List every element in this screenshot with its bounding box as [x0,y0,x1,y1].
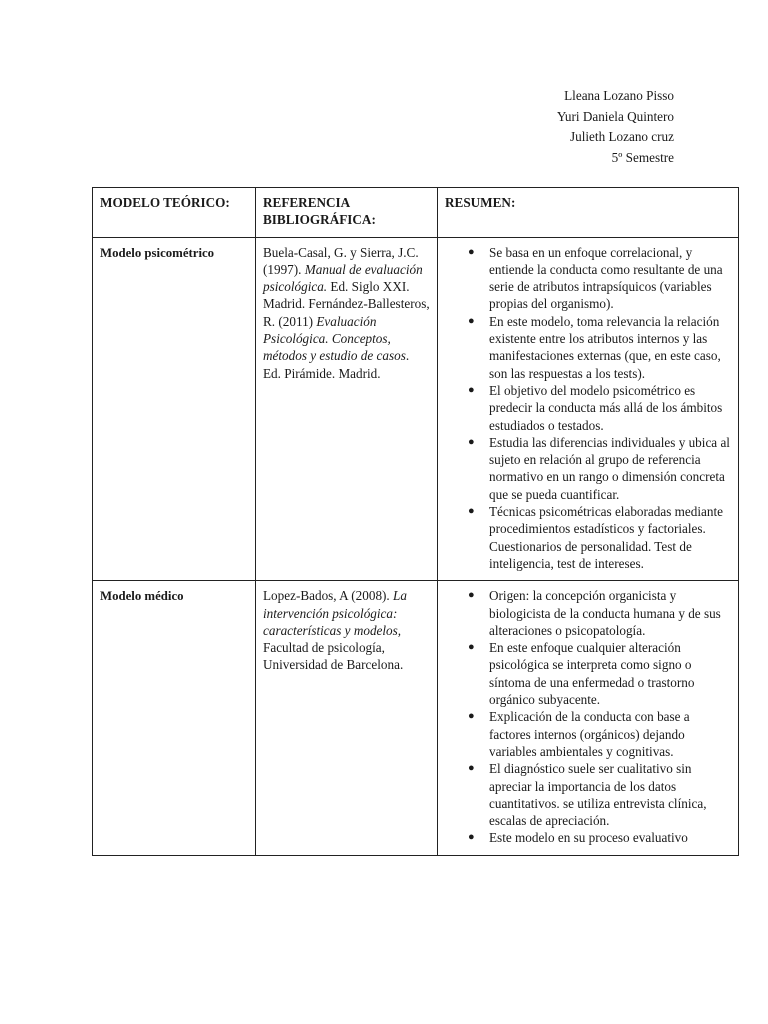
reference-title: Manual de evaluación psicológica. [263,261,423,295]
summary-text: Estudia las diferencias individuales y ubica al sujeto en relación al grupo de referencia normativo en un rango o dimensión concreta que se pueda cuantificar. [489,434,730,502]
header-modelo: MODELO TEÓRICO: [93,188,256,238]
author-name: Yuri Daniela Quintero [556,108,674,124]
bullet-icon: ● [468,710,475,723]
summary-text: En este modelo, toma relevancia la relación existente entre los atributos internos y las manifestaciones externas (que, en este caso, son las respuestas a los tests). [489,313,721,381]
header-resumen: RESUMEN: [438,188,739,238]
summary-list [445,587,731,846]
author-name: Lleana Lozano Pisso [564,88,674,103]
list-item [445,639,731,708]
bullet-icon: ● [468,314,475,327]
reference-cell [256,237,438,581]
bullet-icon: ● [468,245,475,258]
list-item [445,587,731,639]
list-item [445,313,731,382]
table-header-row [93,188,739,238]
reference-text: Ed. Siglo XXI. Madrid. Fernández-Ballesteros, R. (2011) [263,279,430,329]
list-item [445,382,731,434]
list-item [445,244,731,313]
model-name-cell [93,237,256,581]
summary-cell [438,581,739,855]
summary-text: Se basa en un enfoque correlacional, y entiende la conducta como resultante de una serie de atributos intrapsíquicos (variables propias del organismo). [489,244,723,312]
author-block [557,86,674,168]
table-row [93,237,739,581]
model-name: Modelo psicométrico [100,245,215,260]
summary-cell [438,237,739,581]
table-row [93,581,739,855]
summary-text: El diagnóstico suele ser cualitativo sin apreciar la importancia de los datos cuantitativos. se utiliza entrevista clínica, escalas de apreciación. [489,761,707,829]
models-table [92,187,739,856]
summary-text: Origen: la concepción organicista y biologicista de la conducta humana y de sus alteraciones o psicopatología. [489,588,721,638]
reference-title: Evaluación Psicológica. Conceptos, métodos y estudio de casos [263,313,406,364]
author-name: Julieth Lozano cruz [570,129,674,144]
list-item [445,760,731,829]
bullet-icon: ● [468,505,475,518]
bullet-icon: ● [468,435,475,448]
summary-text: El objetivo del modelo psicométrico es predecir la conducta más allá de los ámbitos estudiados o testados. [489,382,723,433]
summary-text: Técnicas psicométricas elaboradas mediante procedimientos estadísticos y factoriales. Cuestionarios de personalidad. Test de inteligencia, test de intereses. [489,504,723,571]
summary-list [445,244,731,573]
bullet-icon: ● [468,641,475,654]
list-item [445,503,731,572]
list-item [445,434,731,503]
summary-text: Este modelo en su proceso evaluativo [489,830,688,846]
reference-title: La intervención psicológica: características y modelos, [263,588,407,638]
list-item [445,708,731,760]
bullet-icon: ● [468,589,475,602]
bullet-icon: ● [468,831,475,844]
reference-cell [256,581,438,855]
list-item [445,829,731,846]
bullet-icon: ● [468,383,475,396]
reference-text: . Ed. Pirámide. Madrid. [263,348,410,381]
reference-text: Buela-Casal, G. y Sierra, J.C. (1997). [263,244,419,277]
header-referencia: REFERENCIA BIBLIOGRÁFICA: [256,188,438,238]
model-name-cell [93,581,256,855]
bullet-icon: ● [468,762,475,775]
summary-text: Explicación de la conducta con base a factores internos (orgánicos) dejando variables ambientales y cognitivas. [489,709,690,759]
reference-text: Lopez-Bados, A (2008). [263,588,394,604]
model-name: Modelo médico [100,589,184,604]
semester-label: 5º Semestre [611,149,674,165]
summary-text: En este enfoque cualquier alteración psicológica se interpreta como signo o síntoma de una enfermedad o trastorno orgánico subyacente. [489,640,695,708]
reference-text: Facultad de psicología, Universidad de Barcelona. [263,640,404,673]
